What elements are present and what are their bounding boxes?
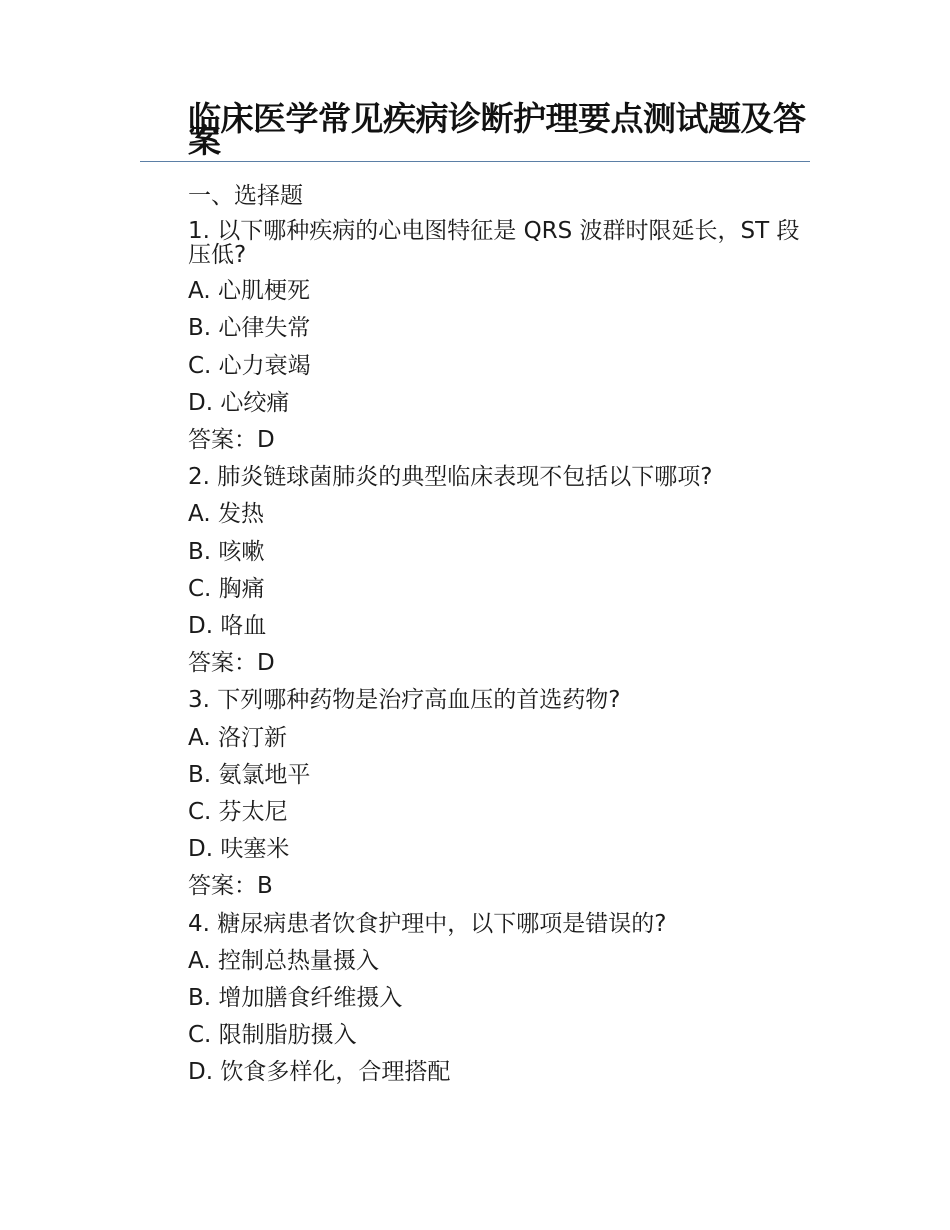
- question-1-answer: 答案：D: [188, 427, 275, 454]
- question-1-option-d: D. 心绞痛: [188, 389, 290, 416]
- question-1-option-a: A. 心肌梗死: [188, 278, 310, 305]
- question-2-option-d: D. 咯血: [188, 613, 267, 640]
- title-underline: [140, 161, 810, 162]
- question-3: 3. 下列哪种药物是治疗高血压的首选药物?: [188, 687, 621, 714]
- question-2-option-a: A. 发热: [188, 501, 264, 528]
- question-4-option-a: A. 控制总热量摄入: [188, 947, 379, 974]
- question-3-option-d: D. 呋塞米: [188, 836, 290, 863]
- section-heading: 一、选择题: [188, 183, 303, 209]
- question-2: 2. 肺炎链球菌肺炎的典型临床表现不包括以下哪项?: [188, 464, 713, 491]
- question-3-option-b: B. 氨氯地平: [188, 761, 311, 788]
- question-2-option-b: B. 咳嗽: [188, 538, 265, 565]
- question-4-option-d: D. 饮食多样化，合理搭配: [188, 1059, 451, 1086]
- question-1-option-b: B. 心律失常: [188, 315, 311, 342]
- question-1-option-c: C. 心力衰竭: [188, 352, 311, 379]
- question-2-option-c: C. 胸痛: [188, 575, 265, 602]
- question-3-answer: 答案：B: [188, 873, 273, 900]
- document-title: 临床医学常见疾病诊断护理要点测试题及答案: [188, 99, 806, 160]
- question-4-option-c: C. 限制脂肪摄入: [188, 1022, 357, 1049]
- question-4: 4. 糖尿病患者饮食护理中，以下哪项是错误的?: [188, 910, 667, 937]
- question-3-option-c: C. 芬太尼: [188, 799, 288, 826]
- document-body: [140, 178, 810, 1092]
- question-2-answer: 答案：D: [188, 650, 275, 677]
- question-4-option-b: B. 增加膳食纤维摄入: [188, 985, 403, 1012]
- question-1: 1. 以下哪种疾病的心电图特征是 QRS 波群时限延长，ST 段压低?: [188, 218, 800, 269]
- question-3-option-a: A. 洛汀新: [188, 724, 287, 751]
